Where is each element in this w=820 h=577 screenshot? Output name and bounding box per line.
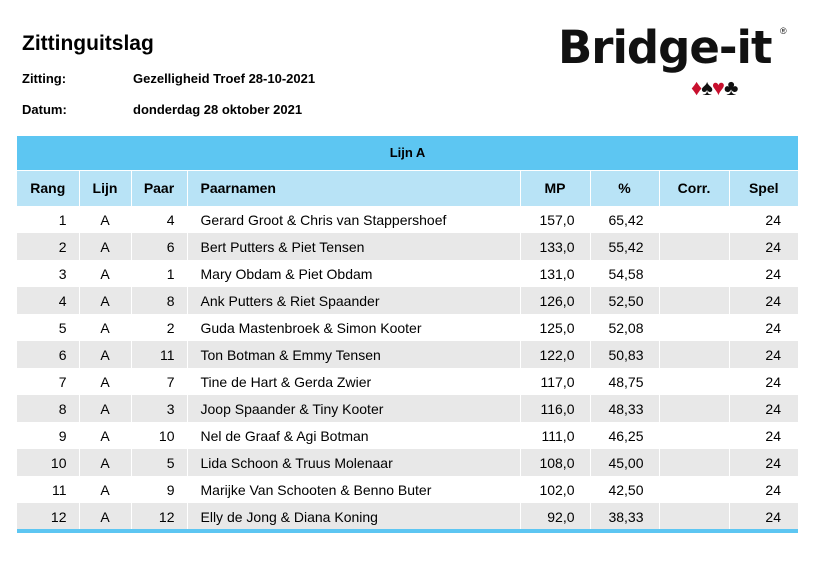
cell-spel: 24 bbox=[729, 287, 798, 314]
cell-paar: 12 bbox=[131, 503, 187, 530]
cell-spel: 24 bbox=[729, 341, 798, 368]
cell-lijn: A bbox=[79, 341, 131, 368]
cell-spel: 24 bbox=[729, 233, 798, 260]
cell-mp: 92,0 bbox=[520, 503, 590, 530]
zitting-label: Zitting: bbox=[22, 71, 67, 86]
cell-lijn: A bbox=[79, 260, 131, 287]
cell-spel: 24 bbox=[729, 449, 798, 476]
cell-pct: 38,33 bbox=[590, 503, 659, 530]
logo-text: Bridge-it bbox=[558, 21, 772, 74]
col-header-lijn: Lijn bbox=[79, 170, 131, 206]
cell-mp: 116,0 bbox=[520, 395, 590, 422]
cell-lijn: A bbox=[79, 395, 131, 422]
cell-corr bbox=[659, 422, 729, 449]
cell-paarnamen: Guda Mastenbroek & Simon Kooter bbox=[187, 314, 520, 341]
cell-paar: 7 bbox=[131, 368, 187, 395]
cell-pct: 52,50 bbox=[590, 287, 659, 314]
cell-rang: 2 bbox=[17, 233, 79, 260]
cell-pct: 54,58 bbox=[590, 260, 659, 287]
cell-corr bbox=[659, 449, 729, 476]
cell-spel: 24 bbox=[729, 503, 798, 530]
cell-mp: 117,0 bbox=[520, 368, 590, 395]
cell-pct: 48,33 bbox=[590, 395, 659, 422]
cell-pct: 50,83 bbox=[590, 341, 659, 368]
cell-paar: 1 bbox=[131, 260, 187, 287]
cell-lijn: A bbox=[79, 206, 131, 233]
cell-paarnamen: Lida Schoon & Truus Molenaar bbox=[187, 449, 520, 476]
table-caption-row bbox=[17, 136, 798, 170]
cell-corr bbox=[659, 395, 729, 422]
cell-corr bbox=[659, 341, 729, 368]
cell-mp: 111,0 bbox=[520, 422, 590, 449]
table-bottom-bar bbox=[17, 529, 798, 533]
cell-paar: 5 bbox=[131, 449, 187, 476]
cell-pct: 46,25 bbox=[590, 422, 659, 449]
cell-paar: 3 bbox=[131, 395, 187, 422]
cell-paar: 2 bbox=[131, 314, 187, 341]
cell-pct: 48,75 bbox=[590, 368, 659, 395]
cell-lijn: A bbox=[79, 476, 131, 503]
cell-rang: 6 bbox=[17, 341, 79, 368]
cell-corr bbox=[659, 287, 729, 314]
cell-pct: 65,42 bbox=[590, 206, 659, 233]
cell-pct: 45,00 bbox=[590, 449, 659, 476]
table-row bbox=[17, 233, 798, 260]
cell-spel: 24 bbox=[729, 395, 798, 422]
cell-mp: 122,0 bbox=[520, 341, 590, 368]
cell-rang: 5 bbox=[17, 314, 79, 341]
table-row bbox=[17, 503, 798, 530]
cell-lijn: A bbox=[79, 287, 131, 314]
col-header-mp: MP bbox=[520, 170, 590, 206]
cell-paar: 9 bbox=[131, 476, 187, 503]
cell-lijn: A bbox=[79, 314, 131, 341]
cell-paar: 4 bbox=[131, 206, 187, 233]
cell-rang: 3 bbox=[17, 260, 79, 287]
cell-mp: 125,0 bbox=[520, 314, 590, 341]
cell-lijn: A bbox=[79, 422, 131, 449]
cell-rang: 7 bbox=[17, 368, 79, 395]
zitting-value: Gezelligheid Troef 28-10-2021 bbox=[133, 71, 316, 86]
cell-corr bbox=[659, 368, 729, 395]
datum-value: donderdag 28 oktober 2021 bbox=[133, 102, 303, 117]
cell-paar: 6 bbox=[131, 233, 187, 260]
table-row bbox=[17, 368, 798, 395]
col-header-spel: Spel bbox=[729, 170, 798, 206]
cell-paarnamen: Elly de Jong & Diana Koning bbox=[187, 503, 520, 530]
bridge-it-logo bbox=[558, 22, 798, 104]
cell-corr bbox=[659, 503, 729, 530]
table-row bbox=[17, 449, 798, 476]
table-row bbox=[17, 314, 798, 341]
cell-mp: 108,0 bbox=[520, 449, 590, 476]
cell-spel: 24 bbox=[765, 319, 781, 336]
cell-pct: 52,08 bbox=[590, 314, 659, 341]
cell-paar: 11 bbox=[131, 341, 187, 368]
cell-corr bbox=[659, 314, 729, 341]
cell-paarnamen: Bert Putters & Piet Tensen bbox=[187, 233, 520, 260]
table-caption: Lijn A bbox=[17, 136, 798, 170]
cell-lijn: A bbox=[79, 368, 131, 395]
cell-paarnamen: Marijke Van Schooten & Benno Buter bbox=[187, 476, 520, 503]
cell-spel: 24 bbox=[765, 373, 781, 390]
table-row bbox=[17, 287, 798, 314]
table-row bbox=[17, 422, 798, 449]
cell-corr bbox=[659, 260, 729, 287]
cell-paarnamen: Gerard Groot & Chris van Stappershoef bbox=[187, 206, 520, 233]
cell-mp: 157,0 bbox=[520, 206, 590, 233]
club-icon: ♣ bbox=[723, 75, 738, 100]
cell-lijn: A bbox=[79, 503, 131, 530]
table-row bbox=[17, 341, 798, 368]
cell-paarnamen: Ank Putters & Riet Spaander bbox=[187, 287, 520, 314]
cell-rang: 4 bbox=[17, 287, 79, 314]
table-row bbox=[17, 395, 798, 422]
cell-mp: 133,0 bbox=[520, 233, 590, 260]
cell-paar: 10 bbox=[131, 422, 187, 449]
cell-paarnamen: Joop Spaander & Tiny Kooter bbox=[187, 395, 520, 422]
cell-corr bbox=[659, 476, 729, 503]
col-header-paar: Paar bbox=[131, 170, 187, 206]
cell-rang: 10 bbox=[17, 449, 79, 476]
table-row bbox=[17, 260, 798, 287]
cell-paarnamen: Tine de Hart & Gerda Zwier bbox=[187, 368, 520, 395]
card-suits bbox=[691, 76, 737, 100]
cell-rang: 9 bbox=[17, 422, 79, 449]
cell-mp: 126,0 bbox=[520, 287, 590, 314]
cell-spel: 24 bbox=[765, 481, 781, 498]
cell-mp: 131,0 bbox=[520, 260, 590, 287]
col-header-rang: Rang bbox=[17, 170, 79, 206]
datum-label: Datum: bbox=[22, 102, 67, 117]
spade-icon: ♠ bbox=[701, 75, 712, 100]
cell-paarnamen: Mary Obdam & Piet Obdam bbox=[187, 260, 520, 287]
table-row bbox=[17, 476, 798, 503]
col-header-corr: Corr. bbox=[659, 170, 729, 206]
cell-rang: 1 bbox=[17, 206, 79, 233]
col-header-paarnamen: Paarnamen bbox=[187, 170, 520, 206]
diamond-icon: ♦ bbox=[691, 75, 702, 100]
cell-paar: 8 bbox=[131, 287, 187, 314]
cell-paarnamen: Nel de Graaf & Agi Botman bbox=[187, 422, 520, 449]
cell-corr bbox=[659, 206, 729, 233]
registered-mark: ® bbox=[780, 26, 787, 36]
cell-rang: 12 bbox=[17, 503, 79, 530]
cell-lijn: A bbox=[79, 449, 131, 476]
heart-icon: ♥ bbox=[711, 75, 724, 100]
cell-corr bbox=[659, 233, 729, 260]
col-header-pct: % bbox=[590, 170, 659, 206]
results-table bbox=[17, 136, 798, 530]
cell-spel: 24 bbox=[765, 427, 781, 444]
cell-paarnamen: Ton Botman & Emmy Tensen bbox=[187, 341, 520, 368]
cell-pct: 42,50 bbox=[590, 476, 659, 503]
table-header-row bbox=[17, 170, 798, 206]
cell-lijn: A bbox=[79, 233, 131, 260]
cell-pct: 55,42 bbox=[590, 233, 659, 260]
cell-mp: 102,0 bbox=[520, 476, 590, 503]
table-row bbox=[17, 206, 798, 233]
cell-spel: 24 bbox=[765, 211, 781, 228]
cell-spel: 24 bbox=[765, 265, 781, 282]
cell-rang: 11 bbox=[17, 476, 79, 503]
cell-rang: 8 bbox=[17, 395, 79, 422]
page-title: Zittinguitslag bbox=[22, 32, 154, 55]
